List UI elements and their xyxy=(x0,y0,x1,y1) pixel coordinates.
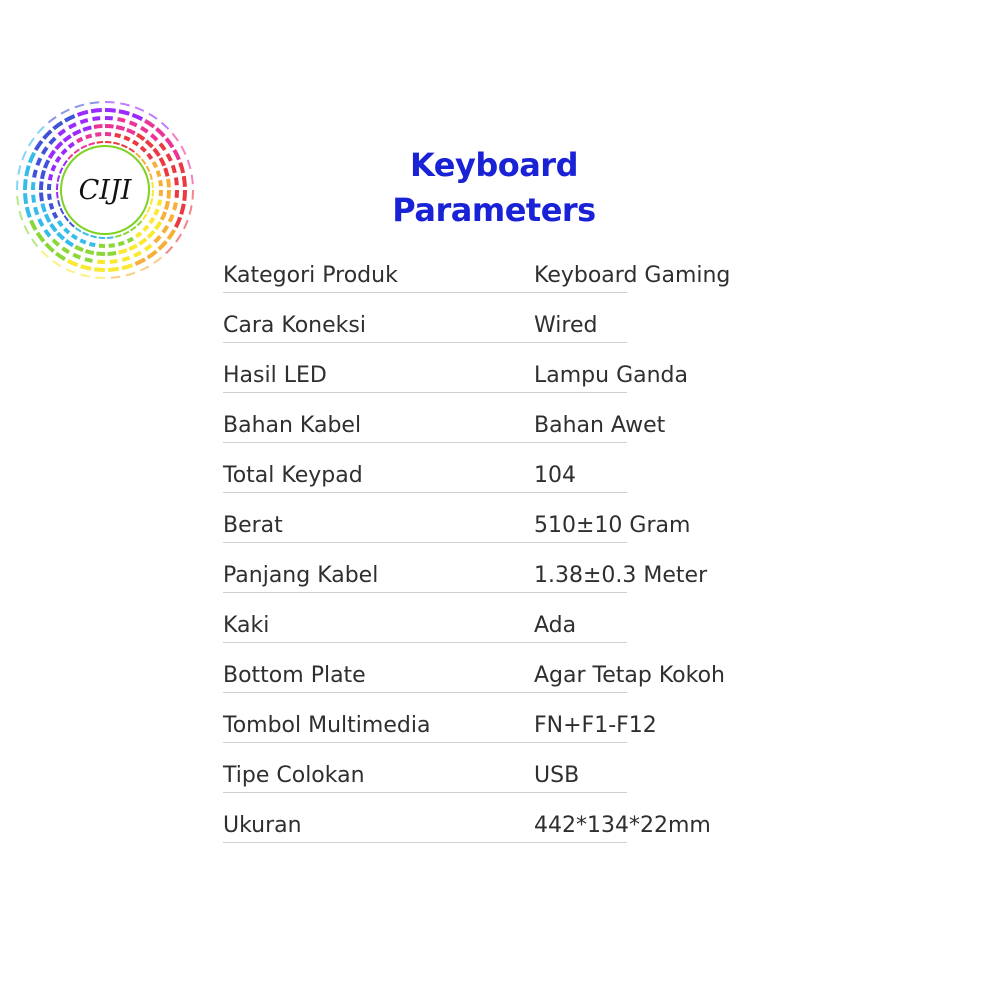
parameter-label: Panjang Kabel xyxy=(223,563,379,588)
parameter-value: 442*134*22mm xyxy=(534,813,711,838)
row-divider xyxy=(223,642,627,643)
row-divider xyxy=(223,792,627,793)
parameter-value: Bahan Awet xyxy=(534,413,666,438)
parameter-label: Bahan Kabel xyxy=(223,413,362,438)
parameter-value: 510±10 Gram xyxy=(534,513,691,538)
row-divider xyxy=(223,392,627,393)
parameter-row xyxy=(223,302,743,352)
parameter-label: Kaki xyxy=(223,613,270,638)
parameter-row xyxy=(223,452,743,502)
parameter-value: Ada xyxy=(534,613,577,638)
parameter-label: Tombol Multimedia xyxy=(223,713,431,738)
parameter-value: Keyboard Gaming xyxy=(534,263,731,288)
parameter-value: Wired xyxy=(534,313,598,338)
row-divider xyxy=(223,542,627,543)
parameter-row xyxy=(223,252,743,302)
parameter-row xyxy=(223,402,743,452)
row-divider xyxy=(223,742,627,743)
parameter-label: Hasil LED xyxy=(223,363,327,388)
parameter-label: Tipe Colokan xyxy=(223,763,365,788)
parameters-table xyxy=(223,252,743,852)
parameter-row xyxy=(223,702,743,752)
parameter-label: Bottom Plate xyxy=(223,663,366,688)
parameter-label: Kategori Produk xyxy=(223,263,398,288)
parameter-value: 1.38±0.3 Meter xyxy=(534,563,708,588)
parameter-row xyxy=(223,502,743,552)
row-divider xyxy=(223,692,627,693)
row-divider xyxy=(223,592,627,593)
logo-text: CIJI xyxy=(78,175,132,206)
parameter-row xyxy=(223,802,743,852)
page-title-line-1: Keyboard xyxy=(410,146,578,184)
row-divider xyxy=(223,842,627,843)
parameter-value: 104 xyxy=(534,463,576,488)
row-divider xyxy=(223,292,627,293)
parameter-label: Cara Koneksi xyxy=(223,313,366,338)
parameter-row xyxy=(223,352,743,402)
parameter-row xyxy=(223,552,743,602)
parameter-label: Ukuran xyxy=(223,813,302,838)
parameter-value: Agar Tetap Kokoh xyxy=(534,663,725,688)
parameter-label: Total Keypad xyxy=(223,463,363,488)
page-title-line-2: Parameters xyxy=(392,191,596,229)
parameter-label: Berat xyxy=(223,513,283,538)
row-divider xyxy=(223,342,627,343)
parameter-row xyxy=(223,602,743,652)
row-divider xyxy=(223,492,627,493)
parameter-value: Lampu Ganda xyxy=(534,363,688,388)
parameter-value: FN+F1-F12 xyxy=(534,713,657,738)
parameter-row xyxy=(223,752,743,802)
parameter-value: USB xyxy=(534,763,580,788)
parameter-row xyxy=(223,652,743,702)
row-divider xyxy=(223,442,627,443)
